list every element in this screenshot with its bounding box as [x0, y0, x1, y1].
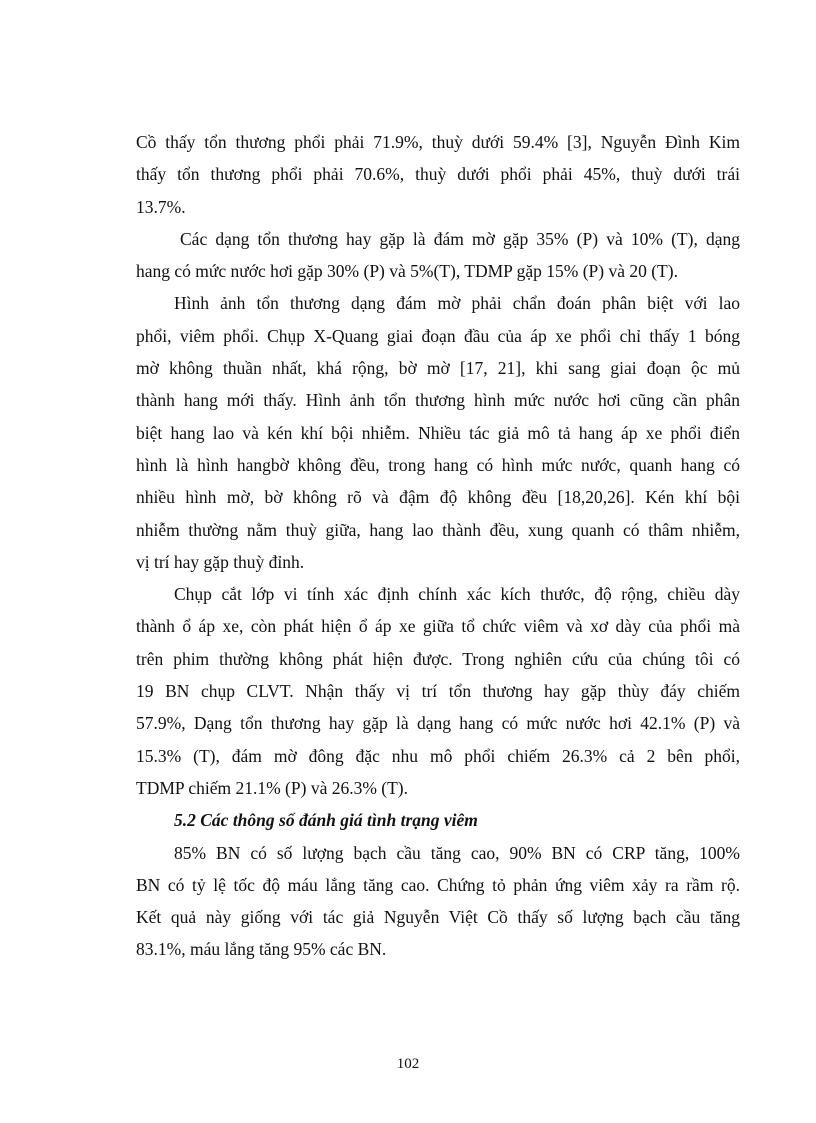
text-line: Các dạng tổn thương hay gặp là đám mờ gặp 35% (P) và 10% (T), dạng: [180, 228, 740, 249]
section-heading: 5.2 Các thông số đánh giá tình trạng viêm: [174, 810, 478, 831]
text-line: nhiều hình mờ, bờ không rõ và đậm độ không đều [18,20,26]. Kén khí bội: [136, 487, 740, 508]
text-line: 13.7%.: [136, 196, 186, 217]
text-line: hang có mức nước hơi gặp 30% (P) và 5%(T), TDMP gặp 15% (P) và 20 (T).: [136, 261, 678, 282]
text-line: Hình ảnh tổn thương dạng đám mờ phải chẩn đoán phân biệt với lao: [174, 293, 740, 314]
text-line: 57.9%, Dạng tổn thương hay gặp là dạng hang có mức nước hơi 42.1% (P) và: [136, 713, 740, 734]
text-line: trên phim thường không phát hiện được. Trong nghiên cứu của chúng tôi có: [136, 648, 740, 669]
text-line: TDMP chiếm 21.1% (P) và 26.3% (T).: [136, 777, 409, 798]
text-line: mờ không thuần nhất, khá rộng, bờ mờ [17, 21], khi sang giai đoạn ộc mủ: [136, 358, 740, 379]
paragraph-inflammation: [136, 837, 740, 966]
paragraph-lung-lesion-stats: [136, 126, 740, 223]
text-line: nhiễm thường nằm thuỳ giữa, hang lao thành đều, xung quanh có thâm nhiễm,: [136, 519, 740, 540]
text-line: thành hang mới thấy. Hình ảnh tổn thương hình mức nước hơi cũng cần phân: [136, 390, 740, 411]
text-line: Chụp cắt lớp vi tính xác định chính xác kích thước, độ rộng, chiều dày: [174, 584, 740, 605]
body-text: [136, 126, 740, 966]
text-line: 15.3% (T), đám mờ đông đặc nhu mô phổi chiếm 26.3% cả 2 bên phổi,: [136, 745, 740, 766]
text-line: thành ổ áp xe, còn phát hiện ổ áp xe giữa tổ chức viêm và xơ dày của phổi mà: [136, 616, 740, 637]
text-line: phổi, viêm phổi. Chụp X-Quang giai đoạn đầu của áp xe phổi chỉ thấy 1 bóng: [136, 325, 740, 346]
text-line: 19 BN chụp CLVT. Nhận thấy vị trí tổn thương hay gặp thùy đáy chiếm: [136, 681, 740, 702]
text-line: hình là hình hangbờ không đều, trong hang có hình mức nước, quanh hang có: [136, 454, 740, 475]
page-number: 102: [396, 1056, 420, 1072]
paragraph-lesion-types: [136, 223, 740, 288]
text-line: Cồ thấy tổn thương phổi phải 71.9%, thuỳ dưới 59.4% [3], Nguyễn Đình Kim: [136, 132, 740, 152]
text-line: biệt hang lao và kén khí bội nhiễm. Nhiều tác giả mô tả hang áp xe phổi điển: [136, 422, 740, 443]
text-line: thấy tổn thương phổi phải 70.6%, thuỳ dưới phổi phải 45%, thuỳ dưới trái: [136, 164, 740, 185]
text-line: 83.1%, máu lắng tăng 95% các BN.: [136, 939, 387, 960]
text-line: vị trí hay gặp thuỳ đỉnh.: [136, 551, 305, 572]
paragraph-ct-findings: [136, 578, 740, 804]
text-line: BN có tỷ lệ tốc độ máu lắng tăng cao. Chứng tỏ phản ứng viêm xảy ra rầm rộ.: [136, 874, 740, 895]
paragraph-opacity-differential: [136, 287, 740, 578]
text-line: 85% BN có số lượng bạch cầu tăng cao, 90% BN có CRP tăng, 100%: [174, 842, 740, 863]
text-line: Kết quả này giống với tác giả Nguyễn Việt Cồ thấy số lượng bạch cầu tăng: [136, 907, 740, 928]
